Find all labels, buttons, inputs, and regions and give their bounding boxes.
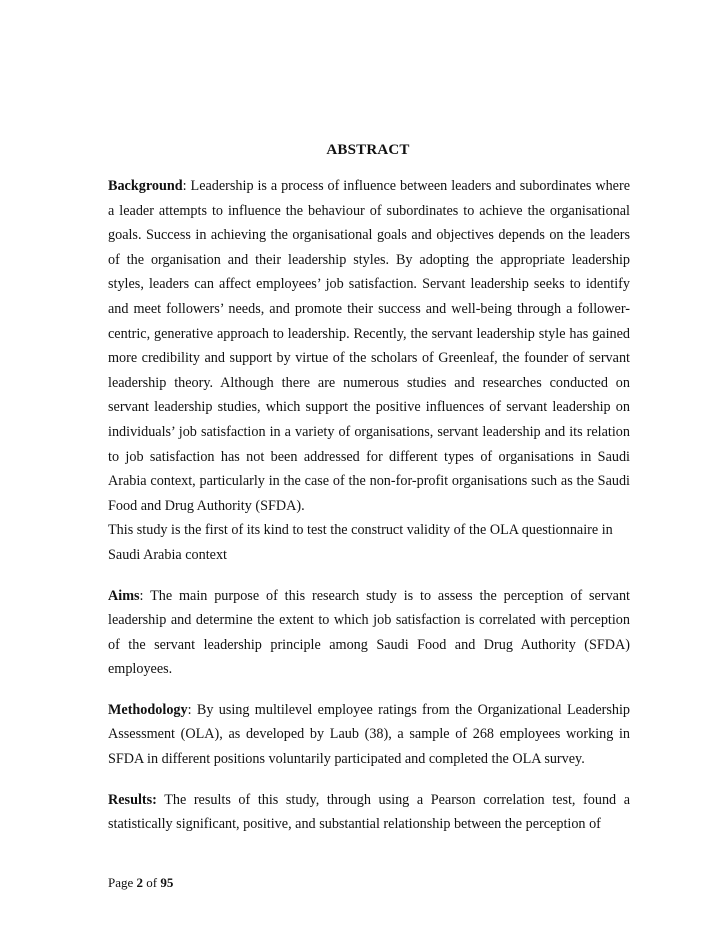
abstract-body bbox=[108, 174, 630, 837]
methodology-label: Methodology bbox=[108, 701, 188, 718]
background-paragraph bbox=[108, 174, 630, 518]
paragraph-gap bbox=[108, 772, 630, 788]
results-text: The results of this study, through using a Pearson correlation test, found a statistically significant, positive, and substantial relationship between the perception of bbox=[108, 791, 630, 833]
methodology-text: : By using multilevel employee ratings from the Organizational Leadership Assessment (OLA), as developed by Laub (38), a sample of 268 employees working in SFDA in different positions voluntarily participated and completed the OLA survey. bbox=[108, 701, 630, 768]
aims-text: : The main purpose of this research study is to assess the perception of servant leadership and determine the extent to which job satisfaction is correlated with perception of the servant leadership principle among Saudi Food and Drug Authority (SFDA) employees. bbox=[108, 587, 630, 678]
total-pages-number: 95 bbox=[160, 875, 174, 890]
results-label: Results: bbox=[108, 791, 157, 808]
page-footer bbox=[108, 874, 173, 892]
background-text: : Leadership is a process of influence between leaders and subordinates where a leader attempts to influence the behaviour of subordinates to achieve the organisational goals. Success in achieving the organisational goals and objectives depends on the leaders of the organisation and their leadership styles. By adopting the appropriate leadership styles, leaders can affect employees’ job satisfaction. Servant leadership seeks to identify and meet followers’ needs, and promote their success and well-being through a follower-centric, generative approach to leadership. Recently, the servant leadership style has gained more credibility and support by virtue of the scholars of Greenleaf, the founder of servant leadership theory. Although there are numerous studies and researches conducted on servant leadership studies, which support the positive influences of servant leadership on individuals’ job satisfaction in a variety of organisations, servant leadership and its relation to job satisfaction has not been addressed for different types of organisations in Saudi Arabia context, particularly in the case of the non-for-profit organisations such as the Saudi Food and Drug Authority (SFDA). bbox=[108, 178, 630, 514]
paragraph-gap bbox=[108, 568, 630, 584]
aims-paragraph bbox=[108, 584, 630, 682]
abstract-title: ABSTRACT bbox=[326, 142, 410, 158]
paragraph-gap bbox=[108, 682, 630, 698]
page-word: Page bbox=[108, 875, 134, 890]
current-page-number: 2 bbox=[136, 875, 144, 890]
methodology-paragraph bbox=[108, 698, 630, 772]
background-label: Background bbox=[108, 178, 183, 194]
of-word: of bbox=[146, 875, 158, 890]
aims-label: Aims bbox=[108, 587, 140, 604]
results-paragraph bbox=[108, 788, 630, 837]
background-extra-text: This study is the first of its kind to test the construct validity of the OLA questionnaire in Saudi Arabia context bbox=[108, 522, 613, 563]
background-extra-paragraph bbox=[108, 518, 630, 567]
